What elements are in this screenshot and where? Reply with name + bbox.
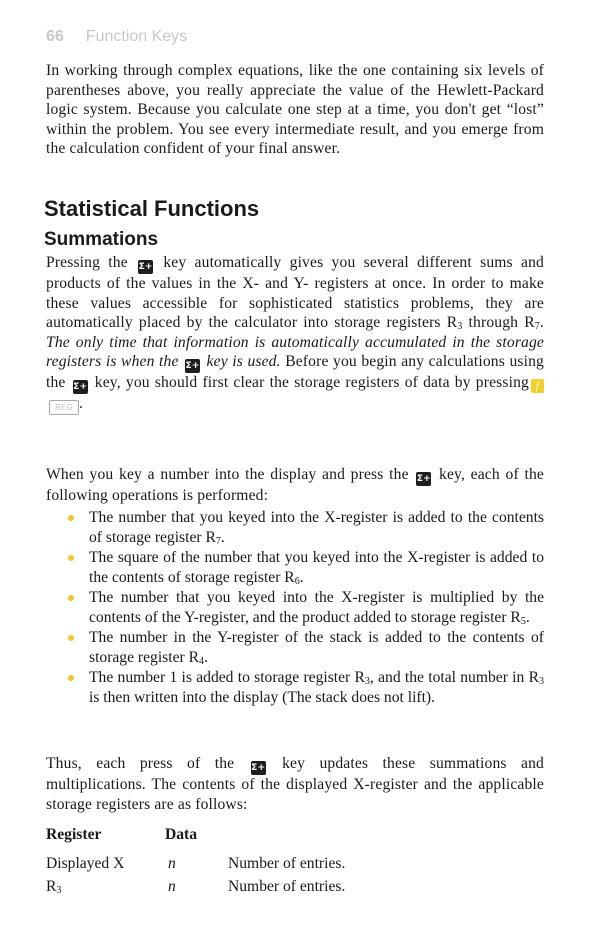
list-item: The square of the number that you keyed into the X-register is added to the contents of storage register $R_6$. [68,548,544,587]
f-key-icon: f [531,379,544,393]
bullet-icon [68,555,74,561]
operations-paragraph: When you key a number into the display and press the Σ+ key, each of the following operations is performed: [46,466,544,504]
bullet-icon [68,635,74,641]
table-header-register: Register [46,826,102,843]
sigma-plus-key-icon: Σ+ [251,763,266,773]
section-heading: Statistical Functions [44,196,260,221]
table-cell-register: Displayed X [46,855,125,872]
bullet-icon [68,595,74,601]
sigma-plus-key-icon: Σ+ [138,262,153,272]
summary-paragraph: Thus, each press of the Σ+ key updates these summations and multiplications. The contents of the displayed X-register and the applicable storage registers are as follows: [46,755,544,813]
summations-paragraph: Pressing the Σ+ key automatically gives you several different sums and products of the values in the X- and Y- registers at once. In order to make these values accessible for sophisticated statistics problems, they are automatically placed by the calculator into storage registers $R_3$ through $R_7$. The only time that information is automatically accumulated in the storage registers is when the Σ+ key is used. Before you begin any calculations using the Σ+ key, you should first clear the storage registers of data by pressing fREG . [46,253,544,415]
table-cell-variable: n [168,855,176,872]
table-cell-description: Number of entries. [228,878,346,895]
operations-list [68,508,544,708]
list-item: The number in the Y-register of the stack is added to the contents of storage register $R_4$. [68,628,544,667]
running-head [46,28,187,46]
bullet-icon [68,515,74,521]
table-cell-register: $R_3$ [46,878,62,896]
subsection-heading: Summations [44,229,159,250]
sigma-plus-key-icon: Σ+ [73,382,88,393]
list-item: The number 1 is added to storage register $R_3$, and the total number in $R_3$ is then written into the display (The stack does not lift). [68,668,544,707]
page-number: 66 [46,28,64,45]
reg-key-icon: REG [49,400,79,415]
table-cell-description: Number of entries. [228,855,346,872]
bullet-icon [68,675,74,681]
list-item: The number that you keyed into the X-register is multiplied by the contents of the Y-register, and the product added to storage register $R_5$. [68,588,544,627]
list-item: The number that you keyed into the X-register is added to the contents of storage register $R_7$. [68,508,544,547]
table-cell-variable: n [168,878,176,895]
table-header-data: Data [165,826,198,843]
sigma-plus-key-icon: Σ+ [185,361,200,372]
running-head-section: Function Keys [85,28,188,45]
sigma-plus-key-icon: Σ+ [416,474,431,484]
emphasis-text: The only time that information is automatically accumulated in the storage registers is when the [46,333,544,371]
intro-paragraph: In working through complex equations, like the one containing six levels of parentheses above, you really appreciate the value of the Hewlett-Packard logic system. Because you calculate one step at a time, you don't get “lost” within the problem. You see every intermediate result, and you emerge from the calculation confident of your final answer. [46,62,544,158]
